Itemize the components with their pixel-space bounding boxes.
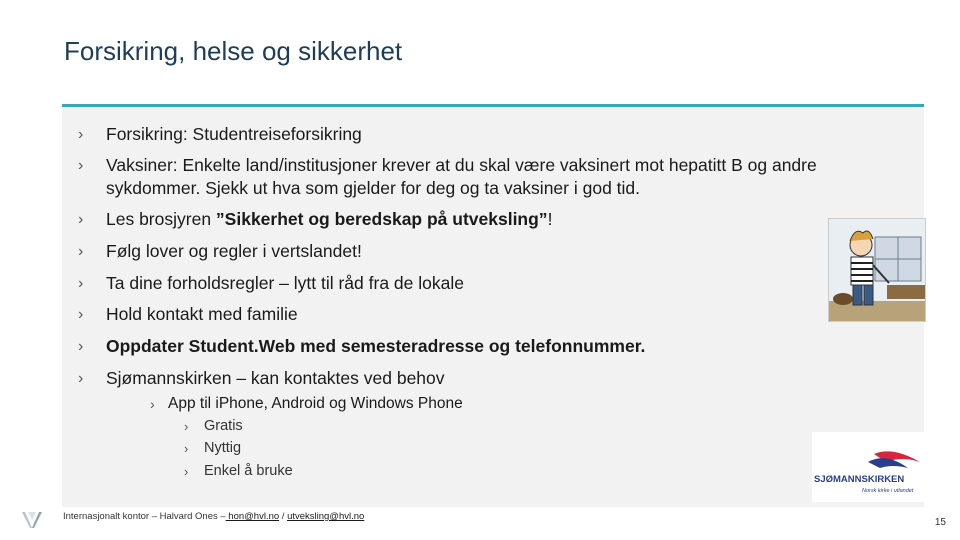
content-panel bbox=[62, 104, 924, 507]
seamens-church-logo bbox=[812, 432, 924, 502]
sub-bullet-text: App til iPhone, Android og Windows Phone bbox=[168, 395, 463, 412]
sub-sub-bullet-text: Gratis bbox=[204, 418, 243, 434]
bullet-text: Oppdater Student.Web med semesteradresse og telefonnummer. bbox=[106, 336, 646, 356]
cartoon-illustration bbox=[828, 218, 926, 322]
email-link-utveksling[interactable]: utveksling@hvl.no bbox=[287, 511, 365, 522]
chevron-right-icon: › bbox=[78, 211, 84, 228]
chevron-right-icon: › bbox=[78, 126, 84, 143]
bullet-text: Ta dine forholdsregler – lytt til råd fra de lokale bbox=[106, 273, 464, 293]
logo-name: SJØMANNSKIRKEN bbox=[814, 474, 905, 485]
chevron-right-icon: › bbox=[78, 243, 84, 260]
chevron-right-icon: › bbox=[184, 419, 189, 434]
brochure-title: ”Sikkerhet og beredskap på utveksling” bbox=[215, 209, 548, 229]
logo-tagline: Norsk kirke i utlandet bbox=[862, 488, 914, 494]
sub-sub-bullet-text: Nyttig bbox=[204, 440, 242, 456]
seamens-church-bird-icon bbox=[812, 432, 924, 502]
bullet-prefix: Les brosjyren bbox=[106, 209, 216, 229]
bullet-text: Vaksiner: Enkelte land/institusjoner krever at du skal være vaksinert mot hepatitt B og andre sykdommer. Sjekk ut hva som gjelder for deg og ta vaksiner i god tid. bbox=[106, 155, 817, 198]
chevron-right-icon: › bbox=[150, 396, 155, 412]
chevron-right-icon: › bbox=[184, 464, 189, 479]
chevron-right-icon: › bbox=[78, 306, 84, 323]
footer-separator: / bbox=[279, 511, 288, 522]
bullet-text: Sjømannskirken – kan kontaktes ved behov bbox=[106, 368, 445, 388]
chevron-right-icon: › bbox=[78, 338, 84, 355]
chevron-right-icon: › bbox=[184, 441, 189, 456]
bullet-text: Forsikring: Studentreiseforsikring bbox=[106, 124, 362, 144]
cartoon-student-icon bbox=[829, 219, 925, 321]
email-link-hon[interactable]: hon@hvl.no bbox=[225, 511, 280, 522]
footer bbox=[63, 511, 364, 522]
page-number: 15 bbox=[934, 517, 946, 528]
bullet-text: Følg lover og regler i vertslandet! bbox=[106, 241, 362, 261]
slide-title: Forsikring, helse og sikkerhet bbox=[64, 36, 403, 66]
chevron-right-icon: › bbox=[78, 370, 84, 387]
sub-sub-bullet-text: Enkel å bruke bbox=[204, 463, 293, 479]
bullet-suffix: ! bbox=[547, 209, 553, 229]
bullet-text: Hold kontakt med familie bbox=[106, 304, 298, 324]
bullet-text bbox=[106, 208, 846, 231]
chevron-right-icon: › bbox=[78, 157, 84, 174]
hvl-logo-icon bbox=[20, 508, 44, 532]
chevron-right-icon: › bbox=[78, 275, 84, 292]
footer-text: Internasjonalt kontor – Halvard Ones – bbox=[63, 511, 226, 522]
